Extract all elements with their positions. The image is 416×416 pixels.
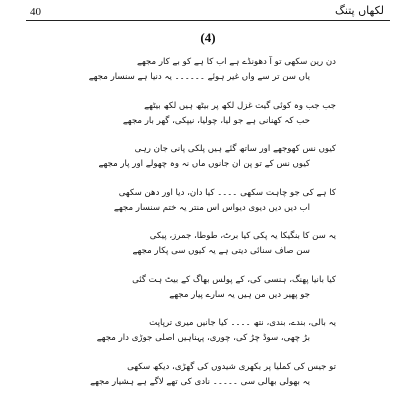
verse-line: یہ بھولی بھالی سی ۔۔۔۔۔ نادی کی تھے لاگے ہے ہشیار مجھے <box>90 376 310 387</box>
verse-line: حب کہ کھنانی ہے جو لیا، چولیا، نیپکی، گھر بار مجھے <box>122 115 310 126</box>
header-rule <box>26 20 390 21</box>
stanza <box>80 54 336 98</box>
verse-line: کیوں نس کے تو پن ان جانوں ماں نہ وہ چھولے اور پار مجھے <box>98 159 310 169</box>
verse-line: دن رین سکھی تو آ دھونڈے ہے اب کا ہے کو بے کار مجھے <box>136 57 336 67</box>
verse-line: یہ بالی، بندے، بندی، نتھ ۔۔۔۔ کیا جانیں میری ترپاپت <box>149 318 336 328</box>
stanza <box>80 228 336 272</box>
section-number: (4) <box>200 30 216 45</box>
stanza <box>80 98 336 142</box>
page-number: 40 <box>30 6 41 18</box>
verse-line: سن صاف سنائی دیتی ہے یہ کیوں سی پکار مجھے <box>132 246 310 256</box>
verse-line: کیوں نس کھوجھے اور ساتھ گئے ہیں پلکی پانی جان رہی <box>134 144 336 154</box>
verse-line: اب دیں دیں دیوی دیواس اس منتر یہ ختم سنسار مجھے <box>113 202 310 213</box>
stanza <box>80 359 336 403</box>
running-title: لکھاں پتنگ <box>335 4 384 17</box>
stanza <box>80 272 336 316</box>
stanza <box>80 185 336 229</box>
verse-line: یہ سن کا بنگیکا یہ پکی کیا برٹ، طوطا، جمرز، پیکی <box>149 231 336 241</box>
verse-line: یاں سن تر سے واں غیر ہوئے ۔۔۔۔۔۔ یہ دنیا ہے سنسار مجھے <box>88 72 310 82</box>
verse-line: تو جیس کی کملیا پر بکھری شیدوں کی گھڑی، دیکھ سکھی <box>127 361 336 372</box>
stanza <box>80 315 336 359</box>
verse-line: کا ہے کی جو چاہت سکھی ۔۔۔۔ کیا دان، دیا اور دھن سکھی <box>118 187 336 198</box>
verse-line: کیا بانیا پھنگ، ہنسی کی، کے پولس بھاگ کے بیٹ ہت گئی <box>132 274 336 285</box>
poem <box>80 54 336 402</box>
stanza <box>80 141 336 185</box>
verse-line: جو پھیر دیں من ہیں یہ سارے پیار مجھے <box>169 289 310 300</box>
verse-line: بڑ چھی، سوڈ چڑ کی، چوری، پہناہیں اصلی جوڑی دار مجھے <box>96 333 310 343</box>
verse-line: جب جب وہ کوئی گیت غزل لکھ پر بیٹھ ہیں لکھ بیٹھے <box>144 100 336 111</box>
